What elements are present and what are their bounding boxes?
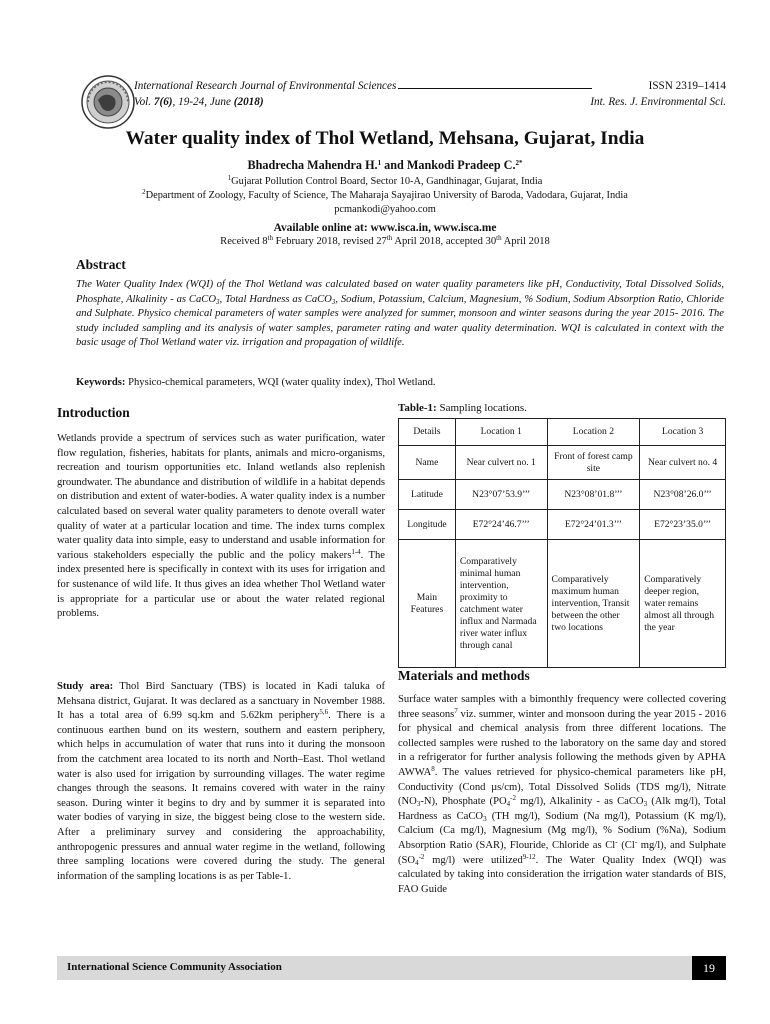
keywords: Keywords: Physico-chemical parameters, WQI (water quality index), Thol Wetland. xyxy=(76,377,436,388)
sampling-locations-table xyxy=(398,418,726,668)
study-area-paragraph: Study area: Thol Bird Sanctuary (TBS) is located in Kadi taluka of Mehsana district, Gujarat. It was declared as a sanctuary in November 1988. It has a total area of 6.99 sq.km and 5.62km periphery$^{5,6}$. There is a continuous earthen bund on its western, southern and eastern periphery, which helps in accumulation of water that runs into it during the monsoon from the catchment area located to its north and North–East. Thol wetland water is also used for irrigation by surrounding villages. The water regime changes through the seasons. It remains covered with water in the rainy season. During winter it begins to dry and by summer it is separated into water bodies of varying in size, the biggest being close to the western side. After a preliminary survey and considering the approachability, anthropogenic pressures and annual water regime in the wetland, following three sampling locations were covered during the study. The general information of the sampling locations is as per Table-1. xyxy=(57,681,385,882)
table-header-row: Details Location 1 Location 2 Location 3 xyxy=(399,419,726,446)
page-number: 19 xyxy=(692,956,726,980)
header-rule xyxy=(398,80,592,89)
journal-short-name: Int. Res. J. Environmental Sci. xyxy=(590,96,726,108)
methods-paragraph: Surface water samples with a bimonthly frequency were collected covering three seasons$^7$ viz. summer, winter and monsoon during the year 2015 - 2016 for physical and chemical analysis from three different locations. The collected samples were rushed to the laboratory on the same day and stored in a refrigerator for further analysis following the methods given by APHA AWWA$^8$. The values retrieved for physico-chemical parameters like pH, Conductivity (Cond µs/cm), Total Dissolved Solids (TDS mg/l), Nitrate $(NO_3-N)$, Phosphate ($PO_4^{-2}$ mg/l), Alkalinity - as CaCO$_3$ (Alk mg/l), Total Hardness as CaCO$_3$ (TH mg/l), Sodium (Na mg/l), Potassium (K mg/l), Calcium (Ca mg/l), Magnesium (Mg mg/l), % Sodium (%Na), Sodium Absorption Ratio (SAR), Flouride, Chloride as Cl- (Cl- mg/l), and Sulphate ($SO_4^{-2}$ mg/l) were utilized$^{9-12}$. The Water Quality Index (WQI) was calculated by taking into consideration the irrigation water standards of BIS, FAO Guide xyxy=(398,694,726,895)
abstract-text: The Water Quality Index (WQI) of the Thol Wetland was calculated based on water quality parameters like pH, Conductivity, Total Dissolved Solids, Phosphate, Alkalinity - as CaCO$_3$, Total Hardness as CaCO$_3$, Sodium, Potassium, Calcium, Magnesium, % Sodium, Sodium Absorption Ratio, Chloride and Sulphate. Physico chemical parameters of water samples were analyzed for summer, monsoon and winter seasons during the year 2015- 2016. The study included sampling and its analysis of water samples, parameter rating and water quality determination. WQI is calculated in context with the basic usage of Thol Wetland water viz. irrigation and propagation of wildlife. xyxy=(76,279,724,349)
received-dates: Received 8th February 2018, revised 27th April 2018, accepted 30th April 2018 xyxy=(220,234,550,247)
email[interactable]: pcmankodi@yahoo.com xyxy=(334,204,436,215)
issn: ISSN 2319–1414 xyxy=(648,80,726,92)
methods-heading: Materials and methods xyxy=(398,668,530,683)
footer-bar xyxy=(57,956,726,980)
table-caption: Table-1: Sampling locations. xyxy=(398,402,527,414)
paper-title: Water quality index of Thol Wetland, Mehsana, Gujarat, India xyxy=(125,128,645,149)
volume-line: Vol. 7(6), 19-24, June (2018) Int. Res. J. Environmental Sci. xyxy=(134,96,726,108)
footer-association: International Science Community Association xyxy=(67,961,282,973)
table-row: Latitude N23°07’53.9’’’ N23°08’01.8’’’ N23°08’26.0’’’ xyxy=(399,480,726,510)
introduction-paragraph: Wetlands provide a spectrum of services such as water purification, water flow regulation, fisheries, habitats for plants, animals and micro-organisms, recreation and tourism opportunities etc. Inland wetlands also replenish groundwater. The abundance and distribution of wildlife in a habitat depends on distribution and extent of water-bodies. A water quality index is a number calculated based on several water quality parameters to denote overall water quality of water at a particular location and time. The index turns complex water quality data into simple, easy to understand and usable information for various stakeholders especially the public and the policy makers$^{1-4}$. The index presented here is specifically in context with its uses for irrigation and for sustenance of wild life. It thus gives an idea whether Thol Wetland water is appropriate for a particular use or about the water related regional problems. xyxy=(57,433,385,620)
affiliation-1: $^1$Gujarat Pollution Control Board, Sector 10-A, Gandhinagar, Gujarat, India xyxy=(227,174,543,187)
affiliation-2: $^2$Department of Zoology, Faculty of Science, The Maharaja Sayajirao University of Baroda, Vadodara, Gujarat, India xyxy=(142,188,628,201)
table-row: Longitude E72°24’46.7’’’ E72°24’01.3’’’ E72°23’35.0’’’ xyxy=(399,510,726,540)
availability-line: Available online at: www.isca.in, www.isca.me xyxy=(273,222,497,234)
volume: 7(6) xyxy=(153,96,173,108)
year: (2018) xyxy=(233,96,264,108)
authors: Bhadrecha Mahendra H.$^1$ and Mankodi Pradeep C.$^{2*}$ xyxy=(247,158,523,172)
table-row: Main Features Comparatively minimal human intervention, proximity to catchment water influx and Narmada river water influx through canal Comparatively maximum human intervention, Transit between the other two locations Comparatively deeper region, water remains almost all through the year xyxy=(399,540,726,668)
journal-logo-seal xyxy=(80,74,136,130)
introduction-heading: Introduction xyxy=(57,405,130,420)
journal-name: International Research Journal of Environmental Sciences xyxy=(134,80,397,92)
abstract-heading: Abstract xyxy=(76,257,126,272)
journal-header-line xyxy=(134,80,726,92)
table-row: Name Near culvert no. 1 Front of forest camp site Near culvert no. 4 xyxy=(399,446,726,480)
